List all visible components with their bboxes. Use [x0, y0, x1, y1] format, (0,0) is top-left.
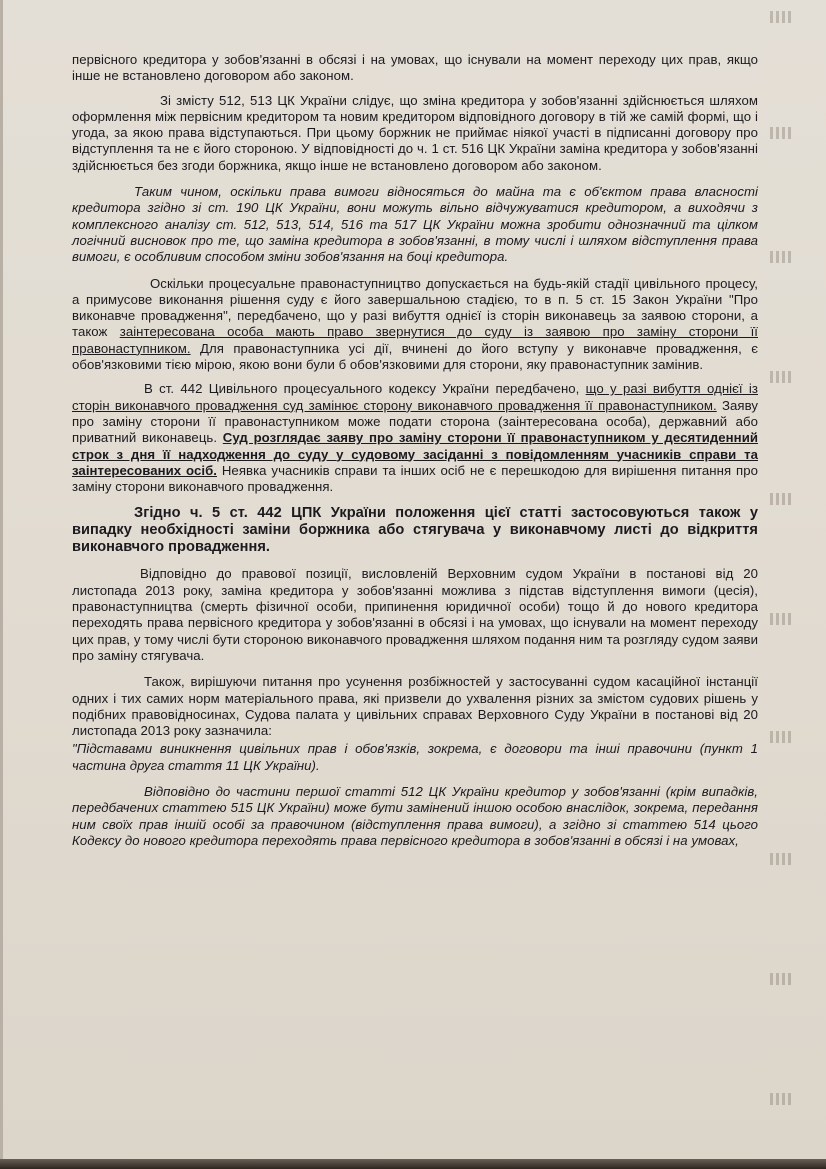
paragraph-5-text-mid: Заяву про заміну сторони її правонаступником може подати сторона (заінтересована особа), державний або приватний виконавець.: [72, 397, 758, 446]
paragraph-5-underlined: що у разі вибуття однієї із сторін виконавчого провадження суд замінює сторону виконавчого провадження її правонаступником.: [72, 381, 758, 413]
punch-marks: [768, 1092, 796, 1106]
punch-marks: [768, 10, 796, 24]
paragraph-5-text: В ст. 442 Цивільного процесуального кодексу України передбачено,: [144, 381, 586, 397]
punch-marks: [768, 250, 796, 264]
paragraph-4-text: Оскільки процесуальне правонаступництво допускається на будь-якій стадії цивільного процесу, а примусове виконання рішення суду є його завершальною стадією, то в п. 5 ст. 15 Закон України "Про виконавче провадження", передбачено, що у разі вибуття однієї із сторін виконавець за заявою сторони, а також: [72, 275, 758, 340]
punch-marks: [768, 730, 796, 744]
paragraph-5: [72, 381, 758, 495]
punch-marks: [768, 612, 796, 626]
paragraph-8: Також, вирішуючи питання про усунення розбіжностей у застосуванні судом касаційної інстанції одних і тих самих норм матеріального права, які призвели до ухвалення різних за змістом судових рішень у подібних правовідносинах, Судова палата у цивільних справах Верховного Суду України в постанові від 20 листопада 2013 року зазначила:: [72, 674, 758, 739]
punch-marks: [768, 852, 796, 866]
paragraph-7: Відповідно до правової позиції, висловленій Верховним судом України в постанові від 20 листопада 2013 року, заміна кредитора у зобов'язанні можлива з підстав відступлення вимоги (цесія), правонаступництва (смерть фізичної особи, припинення юридичної особи) тощо й до нового кредитора переходять права первісного кредитора у зобов'язанні в обсязі і на умовах, що існували на момент переходу цих прав, у тому числі бути стороною виконавчого провадження шляхом подання ним та розгляду судом заяви про заміну стягувача.: [72, 566, 758, 663]
paragraph-10-quote: Відповідно до частини першої статті 512 ЦК України кредитор у зобов'язанні (крім випадків, передбачених статтею 515 ЦК України) може бути замінений іншою особою внаслідок, зокрема, передання ним своїх прав іншій особі за правочином (відступлення права вимоги), а згідно зі статтею 514 цього Кодексу до нового кредитора переходять права первісного кредитора в зобов'язанні в обсязі і на умовах,: [72, 783, 758, 848]
paragraph-4-text-end: Для правонаступника усі дії, вчинені до його вступу у виконавче провадження, є обов'язковими тією мірою, якою вони були б обов'язковими для сторони, яку правонаступник замінив.: [72, 340, 758, 373]
punch-marks: [768, 126, 796, 140]
paragraph-4-underlined: заінтересована особа мають право звернутися до суду із заявою про заміну сторони її правонаступником.: [72, 324, 758, 356]
scan-bottom-edge: [0, 1159, 826, 1169]
scan-left-edge: [0, 0, 3, 1169]
paragraph-6-bold: Згідно ч. 5 ст. 442 ЦПК України положення цієї статті застосовуються також у випадку необхідності заміни боржника або стягувача у виконавчому листі до відкриття виконавчого провадження.: [72, 505, 758, 556]
paragraph-3: Таким чином, оскільки права вимоги відносяться до майна та є об'єктом права власності кредитора згідно зі ст. 190 ЦК України, вони можуть вільно відчужуватися кредитором, а виходячи з комплексного аналізу ст. 512, 513, 514, 516 та 517 ЦК України можна зробити однозначний та цілком логічний висновок про те, що заміна кредитора в зобов'язанні, в тому числі і шляхом відступлення права вимоги, є особливим способом зміни зобов'язання на боці кредитора.: [72, 184, 758, 265]
paragraph-1: первісного кредитора у зобов'язанні в обсязі і на умовах, що існували на момент переходу цих прав, якщо інше не встановлено договором або законом.: [72, 52, 758, 84]
paragraph-4: [72, 276, 758, 374]
paragraph-5-text-end: Неявка учасників справи та інших осіб не є перешкодою для вирішення питання про заміну сторони виконавчого провадження.: [72, 462, 758, 495]
paragraph-9-quote: "Підставами виникнення цивільних прав і обов'язків, зокрема, є договори та інші правочини (пункт 1 частина друга стаття 11 ЦК України).: [72, 741, 758, 773]
paragraph-2: Зі змісту 512, 513 ЦК України слідує, що зміна кредитора у зобов'язанні здійснюється шляхом оформлення між первісним кредитором та новим кредитором відповідного договору в тій же самій формі, що і угода, за якою права відступаються. При цьому боржник не приймає ніякої участі в підписанні договору про відступлення та не є його стороною. У відповідності до ч. 1 ст. 516 ЦК України заміна кредитора у зобов'язанні здійснюється без згоди боржника, якщо інше не встановлено договором або законом.: [72, 92, 758, 173]
paragraph-5-bold-underlined: Суд розглядає заяву про заміну сторони її правонаступником у десятиденний строк з дня її надходження до суду у судовому засіданні з повідомленням учасників справи та заінтересованих осіб.: [72, 430, 759, 478]
punch-marks: [768, 370, 796, 384]
punch-marks: [768, 972, 796, 986]
punch-marks: [768, 492, 796, 506]
document-body: [72, 52, 758, 857]
